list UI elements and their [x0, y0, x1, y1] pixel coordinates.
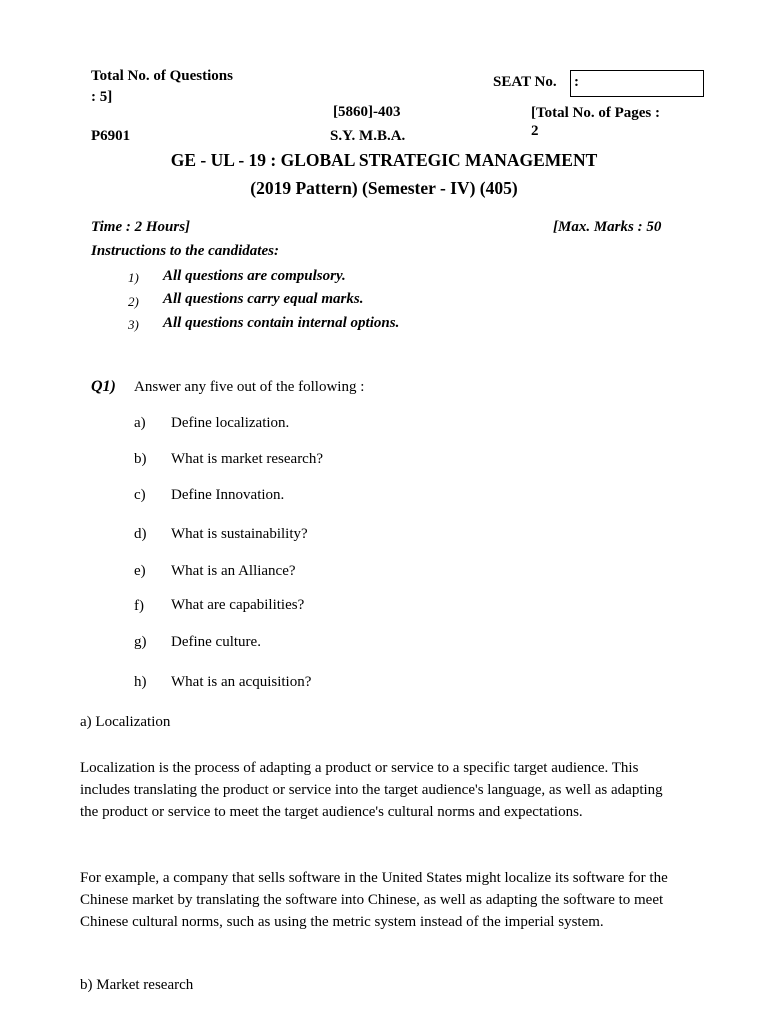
- option-letter: c): [134, 487, 146, 503]
- option-letter: a): [134, 415, 146, 431]
- seat-label: SEAT No.: [493, 74, 557, 90]
- course-name: S.Y. M.B.A.: [330, 128, 406, 144]
- option-letter: h): [134, 674, 147, 690]
- paper-code: [5860]-403: [333, 104, 401, 120]
- answer-heading: a) Localization: [80, 714, 171, 730]
- instruction-number: 1): [128, 270, 139, 285]
- option-text: Define localization.: [171, 415, 290, 431]
- total-pages-line1: [Total No. of Pages :: [531, 105, 661, 121]
- max-marks: [Max. Marks : 50: [553, 219, 662, 235]
- exam-title: GE - UL - 19 : GLOBAL STRATEGIC MANAGEMENT: [170, 150, 598, 170]
- answer-paragraph: For example, a company that sells software in the United States might localize its software for the Chinese market by translating the software into Chinese, as well as adapting the software to meet Chinese cultural norms, such as using the metric system instead of the imperial system.: [80, 870, 668, 930]
- question-prompt: Answer any five out of the following :: [134, 379, 365, 395]
- option-text: What is an acquisition?: [171, 674, 312, 690]
- total-pages-line2: 2: [531, 123, 539, 139]
- instruction-item: All questions contain internal options.: [163, 315, 400, 331]
- seat-colon: :: [574, 74, 579, 90]
- option-text: What is an Alliance?: [171, 563, 296, 579]
- option-letter: e): [134, 563, 146, 579]
- option-text: What is sustainability?: [171, 526, 308, 542]
- instruction-number: 2): [128, 294, 139, 309]
- instruction-item: All questions are compulsory.: [163, 268, 346, 284]
- total-questions-line2: : 5]: [91, 89, 113, 105]
- option-letter: f): [134, 598, 144, 614]
- question-label: Q1): [91, 378, 116, 395]
- p-code: P6901: [91, 128, 131, 144]
- option-letter: b): [134, 451, 147, 467]
- answer-heading: b) Market research: [80, 977, 194, 993]
- time-duration: Time : 2 Hours]: [91, 219, 191, 235]
- instruction-number: 3): [128, 317, 139, 332]
- option-letter: d): [134, 526, 147, 542]
- option-text: Define Innovation.: [171, 487, 285, 503]
- total-questions-line1: Total No. of Questions: [91, 68, 233, 84]
- option-text: What are capabilities?: [171, 597, 305, 613]
- seat-number-box: [570, 70, 704, 97]
- exam-subtitle: (2019 Pattern) (Semester - IV) (405): [250, 178, 518, 198]
- option-letter: g): [134, 634, 147, 650]
- instructions-heading: Instructions to the candidates:: [91, 243, 279, 259]
- answer-paragraph: Localization is the process of adapting a product or service to a specific target audience. This includes translating the product or service into the target audience's language, as well as adapting the product or service to meet the target audience's cultural norms and expectations.: [80, 760, 663, 820]
- option-text: What is market research?: [171, 451, 323, 467]
- option-text: Define culture.: [171, 634, 261, 650]
- instruction-item: All questions carry equal marks.: [163, 291, 364, 307]
